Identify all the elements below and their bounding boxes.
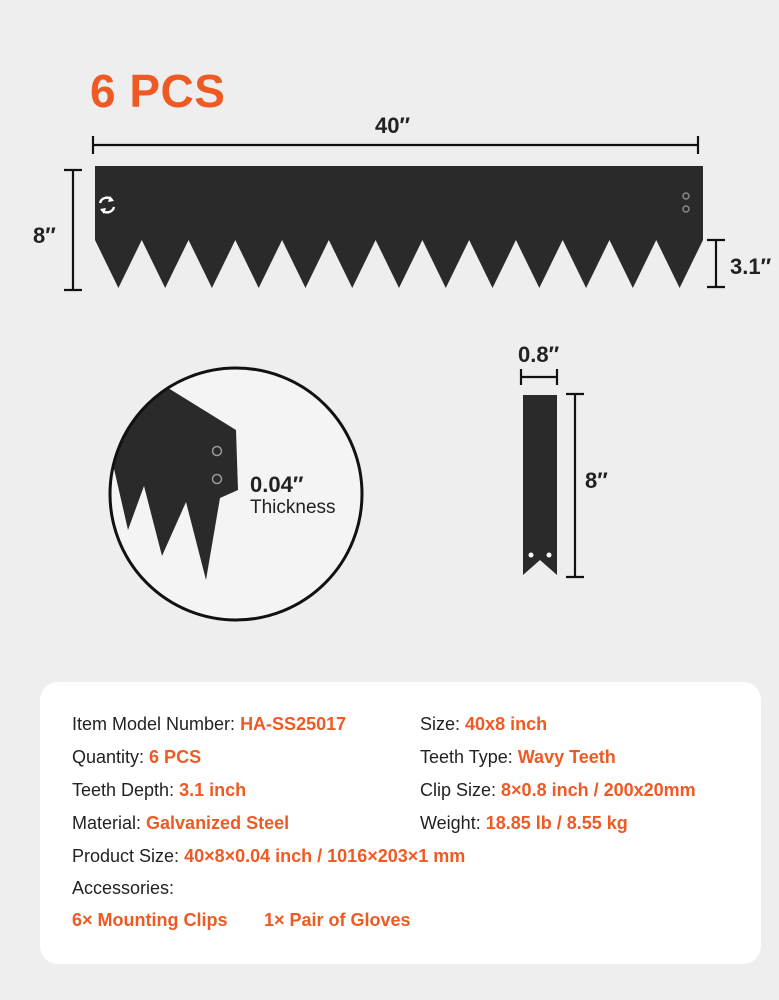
spec-teeth-depth: Teeth Depth: 3.1 inch <box>72 780 247 800</box>
spec-accessories-label: Accessories: <box>72 878 175 898</box>
clip-width-label: 0.8″ <box>518 342 560 367</box>
mounting-clip <box>523 395 557 575</box>
height-dimension <box>64 170 82 290</box>
spec-accessory-gloves: 1× Pair of Gloves <box>264 910 411 930</box>
teeth-depth-label: 3.1″ <box>730 254 772 279</box>
clip-height-dimension <box>566 394 584 577</box>
spec-weight: Weight: 18.85 lb / 8.55 kg <box>420 813 628 833</box>
height-label: 8″ <box>33 223 56 248</box>
spec-material: Material: Galvanized Steel <box>72 813 290 833</box>
spec-accessory-clips: 6× Mounting Clips <box>72 910 228 930</box>
teeth-depth-dimension <box>707 240 725 287</box>
thickness-caption: Thickness <box>250 497 336 518</box>
spec-size: Size: 40x8 inch <box>420 714 548 734</box>
quantity-title: 6 PCS <box>90 65 226 117</box>
spec-item-model: Item Model Number: HA-SS25017 <box>72 714 347 734</box>
spec-card <box>40 682 761 964</box>
length-label: 40″ <box>375 113 411 138</box>
clip-height-label: 8″ <box>585 468 608 493</box>
length-dimension <box>93 136 698 154</box>
spec-quantity: Quantity: 6 PCS <box>72 747 202 767</box>
spec-clip-size: Clip Size: 8×0.8 inch / 200x20mm <box>420 780 696 800</box>
edging-strip <box>95 166 703 288</box>
spec-product-size: Product Size: 40×8×0.04 inch / 1016×203×1 mm <box>72 846 466 866</box>
thickness-value: 0.04″ <box>250 472 304 497</box>
spec-teeth-type: Teeth Type: Wavy Teeth <box>420 747 616 767</box>
clip-width-dimension <box>521 369 557 385</box>
